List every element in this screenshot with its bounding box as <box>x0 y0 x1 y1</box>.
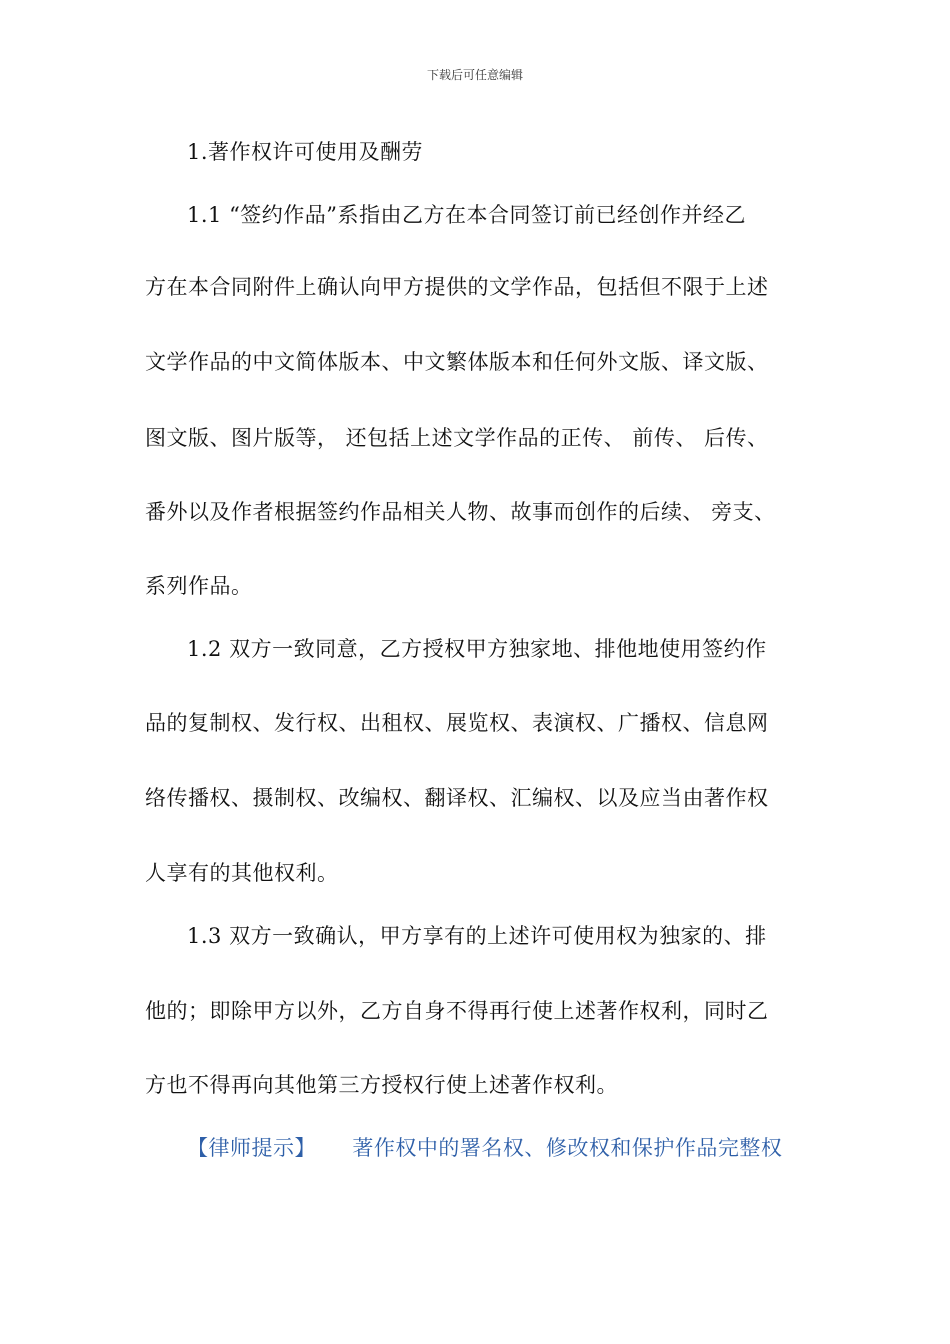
paragraph-line: 方在本合同附件上确认向甲方提供的文学作品，包括但不限于上述 <box>145 275 769 299</box>
paragraph-line: 番外以及作者根据签约作品相关人物、故事而创作的后续、 旁支、 <box>145 500 776 524</box>
section-heading: 1.著作权许可使用及酬劳 <box>187 140 424 164</box>
paragraph-line: 文学作品的中文简体版本、中文繁体版本和任何外文版、译文版、 <box>145 350 769 374</box>
paragraph-line: 品的复制权、发行权、出租权、展览权、表演权、广播权、信息网 <box>145 711 769 735</box>
paragraph-line: 方也不得再向其他第三方授权行使上述著作权利。 <box>145 1073 618 1097</box>
lawyer-tip-text: 著作权中的署名权、修改权和保护作品完整权 <box>352 1136 783 1160</box>
paragraph-line: 1.2 双方一致同意，乙方授权甲方独家地、排他地使用签约作 <box>187 637 767 661</box>
lawyer-tip-tag: 【律师提示】 <box>187 1136 316 1160</box>
paragraph-line: 系列作品。 <box>145 574 253 598</box>
page-header: 下载后可任意编辑 <box>426 68 523 82</box>
paragraph-line: 1.3 双方一致确认，甲方享有的上述许可使用权为独家的、排 <box>187 924 767 948</box>
paragraph-line: 图文版、图片版等， 还包括上述文学作品的正传、 前传、 后传、 <box>145 426 769 450</box>
paragraph-line: 他的；即除甲方以外，乙方自身不得再行使上述著作权利，同时乙 <box>145 999 769 1023</box>
lawyer-tip <box>187 1133 782 1163</box>
paragraph-line: 络传播权、摄制权、改编权、翻译权、汇编权、以及应当由著作权 <box>145 786 769 810</box>
paragraph-line: 1.1 “签约作品”系指由乙方在本合同签订前已经创作并经乙 <box>187 203 747 227</box>
paragraph-line: 人享有的其他权利。 <box>145 861 339 885</box>
